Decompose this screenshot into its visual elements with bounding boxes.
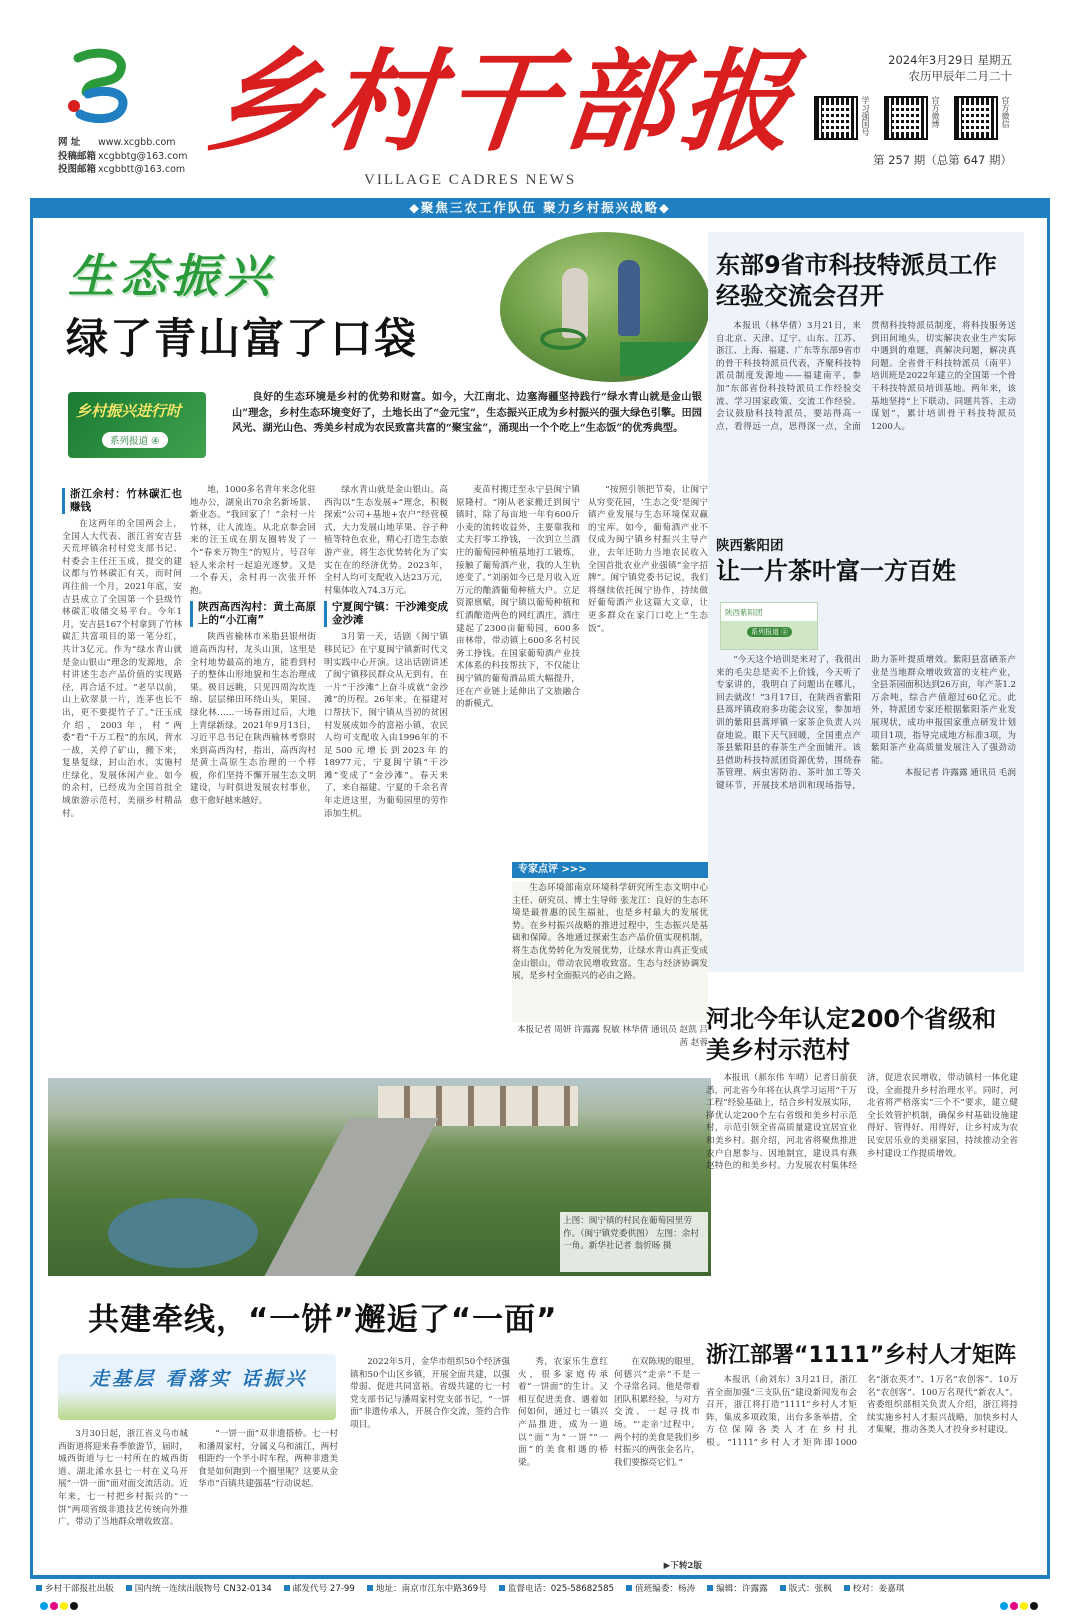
- submission-email-link[interactable]: xcgbbtg@163.com: [98, 150, 188, 162]
- story-text: “今天这个培训是来对了，我很出来的毛尖总是卖不上价钱，今天听了专家讲的，我明白了问题出在哪儿，回去就改！”3月17日，在陕西省紫阳县蒿坪镇政府多功能会议室，参加培训的紫阳县蒿坪镇一家茶企负责人兴奋地说。眼下天气回暖，全国重点产茶县紫阳县的春茶生产全面铺开。该县借助科技特派团资源优势，围绕春茶管理、病虫害防治、茶叶加工等关键环节，开展技术培训和现场指导，助力茶叶提质增效。紫阳县富硒茶产业是当地群众增收致富的支柱产业，全县茶园面积达到26万亩，年产茶1.2万余吨，综合产值超过60亿元。此外，特派团专家还根据紫阳茶产业发展现状，成功申报国家重点研发计划项目1项，指导完成地方标准3项，为紫阳茶产业高质量发展注入了强劲动能。: [716, 655, 1016, 791]
- lead-photo-vineyard: [500, 232, 710, 382]
- footer-cell: [493, 1582, 620, 1594]
- footer: [30, 1578, 1050, 1596]
- slogan-bar: ◆聚焦三农工作队伍 聚力乡村振兴战略◆: [30, 198, 1050, 218]
- website-link[interactable]: www.xcgbb.com: [98, 137, 176, 148]
- lead-column-4: [456, 484, 580, 858]
- photo-email-link[interactable]: xcgbbtt@163.com: [98, 164, 186, 175]
- tea-thumb-tag: 系列报道 ④: [747, 627, 792, 637]
- story-headline-tea[interactable]: 让一片茶叶富一方百姓: [716, 557, 956, 585]
- series-badge: [68, 392, 206, 458]
- footer-cell: [620, 1582, 701, 1594]
- column-text: 陕西省榆林市米脂县银州街道高西沟村，龙头山顶，这里是全村地势最高的地方，能看到村子的整体山形地貌和生态治理成果。极目远眺，只见四周沟坎连绵、层层梯田环绕山头，果园、绿化林……一场春雨过后，大地上青绿新绿。2021年9月13日，习近平总书记在陕西榆林考察时来到高西沟村，指出，高西沟村是黄土高原生态治理的一个样板，你们坚持不懈开展生态文明建设，与时俱进发展农村事业，愈干愈好越来越好。: [190, 632, 316, 807]
- photo-basket: [540, 328, 586, 350]
- lead-byline: 本报记者 周妍 许露露 倪敏 林华倩 通讯员 赵凯 吕茜 赵蓉: [517, 1025, 708, 1048]
- expert-comment-bar: 专家点评 >>>: [512, 862, 708, 878]
- column-text: 3月30日起，浙江省义乌市城西街道将迎来春季旅游节，届时，城西街道与七一村所在的城西街道、湖北浠水县七一村在义乌开展“一饼一面”面对面交流活动。近年来，七一村把乡村振兴的“一饼”两项省级非遗技艺传统向外推广，带动了当地群众增收致富。: [58, 1429, 188, 1528]
- square-bullet-icon: [284, 1585, 290, 1591]
- column-text: “按照引领把节奏，让闽宁从穷变花园，‘生态之变’是闽宁镇产业发展与生态环境保双赢的宝库。如今，葡萄酒产业不仅成为闽宁镇乡村振兴主导产业，去年还助力当地农民收入全国首批农业产业强镇“金字招牌”。闽宁镇党委书记说，我们将继续依托闽宁协作，持续做好葡萄酒产业这篇大文章，让更多群众在家门口吃上“生态饭”。: [588, 485, 708, 634]
- lead-intro-text: 良好的生态环境是乡村的优势和财富。如今，大江南北、边塞海疆坚持践行“绿水青山就是金山银山”理念，乡村生态环境变好了，土地长出了“金元宝”，生态振兴正成为乡村振兴的强大绿色引擎。田园风光、湖光山色、秀美乡村成为农民致富共富的“聚宝盆”，涌现出一个个吃上“生态饭”的优秀典型。: [232, 391, 702, 434]
- bottom-column-1: [58, 1428, 188, 1574]
- newspaper-logo-icon: [58, 48, 144, 128]
- lead-column-1: [62, 484, 182, 1068]
- expert-comment: [512, 882, 708, 1022]
- photo-road: [247, 1118, 438, 1276]
- contact-key: 投稿邮箱: [58, 150, 97, 162]
- footer-text: 邮发代号 27-99: [292, 1583, 355, 1594]
- qr-code-row: [814, 96, 1014, 142]
- bottom-column-5: [614, 1356, 700, 1560]
- footer-cell: [838, 1582, 911, 1594]
- story-byline: 本报记者 许露露 通讯员 毛润: [904, 768, 1016, 779]
- series-tag: 系列报道 ④: [102, 432, 168, 448]
- lead-column-3: [324, 484, 448, 1068]
- lead-column-2: [190, 484, 316, 1068]
- footer-text: 编辑：许露露: [716, 1583, 768, 1594]
- footer-cell: [361, 1582, 493, 1594]
- story-text: 本报讯（林华倩）3月21日，来自北京、天津、辽宁、山东、江苏、浙江、上海、福建、广东等东部9省市的骨干科技特派员代表，齐聚科技特派员制度发源地——福建南平，参加“东部省份科技特派员工作经验交流、学习国家政策、交流工作经验。会议鼓励科技特派员，要站得高一点，看得远一点，思得深一点，全面贯彻科技特派员制度，将科技服务送到田间地头，切实解决农业生产实际中遇到的难题，真解决问题，解决真问题。全省骨干科技特派员（南平）培训班是2022年建立的全国第一个骨干科技特派员培训基地。两年来，该基地坚持“上下联动、同题共答、主动谋划”，累计培训骨干科技特派员1200人。: [716, 321, 1016, 432]
- cyan-dot-icon: [1000, 1602, 1008, 1610]
- lead-column-5: [588, 484, 708, 858]
- registration-marks-right: [1000, 1602, 1038, 1610]
- tea-thumb-title: 陕西紫阳团: [725, 608, 763, 617]
- footer-cell: [774, 1582, 838, 1594]
- bottom-column-2: [198, 1428, 338, 1574]
- qr-xuexi[interactable]: [814, 96, 874, 142]
- contact-key: 网 址: [58, 137, 81, 148]
- square-bullet-icon: [499, 1585, 505, 1591]
- square-bullet-icon: [36, 1585, 42, 1591]
- footer-cell: [30, 1582, 120, 1594]
- story-headline-hebei[interactable]: 河北今年认定200个省级和美乡村示范村: [706, 1005, 997, 1064]
- story-zhejiang: [706, 1374, 1018, 1574]
- series-title: 乡村振兴进行时: [76, 402, 182, 420]
- story-tech-envoys: [716, 320, 1016, 520]
- story-headline-bing-mian[interactable]: 共建牵线，“一饼”邂逅了“一面”: [88, 1302, 558, 1338]
- contact-info: [58, 136, 187, 177]
- footer-text: 校对：姜嘉琪: [852, 1583, 905, 1594]
- yellow-dot-icon: [60, 1602, 68, 1610]
- column-badge-grassroots: [58, 1354, 336, 1420]
- qr-wechat[interactable]: [954, 96, 1014, 142]
- column-text: 在这两年的全国两会上，全国人大代表、浙江省安吉县天荒坪镇余村村党支部书记、村委会主任汪玉成，提交的建议都与竹林碳汇有关，而时间再往前一个月，2021年底，安吉县成立了全国第一个县级竹林碳汇收储交易平台。今年1月，安吉县167个村拿到了竹林碳汇共富项目的第一笔分红，共计3亿元。作为“绿水青山就是金山银山”理念的发源地，余村讲述生态产品价值的实现路径，再合适不过。“老早以前，山上砍翠景一片，连茅也长不出，更不要提竹子了。”汪玉成介绍，2003年，村“两委”看“千万工程”的东风，背水一战，关停了矿山，搬下来，复垦复绿，封山治水，实施村庄绿化，发展休闲产业。如今的余村，已经成为全国首批全域旅游示范村，美丽乡村精品村。: [62, 519, 182, 819]
- lead-kicker: 生态振兴: [68, 249, 276, 303]
- square-bullet-icon: [780, 1585, 786, 1591]
- lead-intro: [232, 390, 702, 437]
- continued-link[interactable]: ▶下转2版: [663, 1561, 702, 1571]
- photo-lake: [108, 1198, 258, 1268]
- story-hebei: [706, 1072, 1018, 1332]
- qr-label: 官方微博: [931, 96, 940, 128]
- qr-weibo[interactable]: [884, 96, 944, 142]
- square-bullet-icon: [707, 1585, 713, 1591]
- footer-cell: [278, 1582, 361, 1594]
- tea-thumbnail: [720, 602, 818, 650]
- qr-code-icon: [954, 96, 998, 140]
- photo-bin: [620, 342, 700, 376]
- story-headline-tech-envoys[interactable]: 东部9省市科技特派员工作经验交流会召开: [716, 251, 997, 310]
- subhead-minning: 宁夏闽宁镇：干沙滩变成金沙滩: [324, 601, 448, 627]
- footer-text: 地址：南京市江东中路369号: [375, 1583, 487, 1594]
- contact-key: 投图邮箱: [58, 164, 97, 175]
- column-text: “一饼一面”双非遗搭桥。七一村和潘周家村，分属义乌和浦江，两村相距约一个半小时车程，两种非遗美食是如何跑到一个圈里呢？这要从金华市“百镇共建强基”行动说起。: [198, 1429, 338, 1490]
- newspaper-title: 乡村干部报: [203, 37, 807, 166]
- qr-code-icon: [814, 96, 858, 140]
- column-text: 秀，农家乐生意红火，很多家庭传承着“一饼面”的生计。又相互促进美食、遇着如何如何，通过七一镇兴产品推进，成为一道以“面”为“一饼”“一面”的美食相遇的桥梁。: [518, 1357, 608, 1468]
- square-bullet-icon: [626, 1585, 632, 1591]
- issue-number: 第 257 期（总第 647 期）: [872, 153, 1012, 167]
- registration-marks-left: [40, 1602, 78, 1610]
- column-text: 3月第一天，话剧《闽宁镇移民记》在宁夏闽宁镇新时代文明实践中心开演。这出话剧讲述了闽宁镇移民群众从无到有，在一片“干沙滩”上奋斗成就“金沙滩”的历程。26年来，在福建对口帮扶下，闽宁镇从当初的贫困村发展成如今的富裕小镇，农民人均可支配收入由1996年的不足500元增长到2023年的18977元，宁夏闽宁镇“干沙滩”变成了“金沙滩”。春天来了，来自福建、宁夏的千余名青年走进这里，为葡萄园里的劳作添加生机。: [324, 632, 448, 819]
- publication-date: 2024年3月29日 星期五: [888, 53, 1012, 67]
- qr-label: 学习强国号: [861, 96, 870, 136]
- lunar-date: 农历甲辰年二月二十: [908, 69, 1012, 83]
- story-kicker-ziyang: 陕西紫阳团: [716, 538, 784, 554]
- magenta-dot-icon: [1010, 1602, 1018, 1610]
- column-text: 绿水青山就是金山银山。高西沟以“生态发展+”理念，积极探索“公司+基地+农户”经营模式，大力发展山地苹果、谷子种植等特色农业，精心打造生态旅游产业，将生态优势转化为了实实在在的经济优势。2023年，全村人均可支配收入达23万元，村集体收入74.3万元。: [324, 485, 448, 596]
- footer-cell: [120, 1582, 278, 1594]
- bottom-column-3: [350, 1356, 510, 1574]
- square-bullet-icon: [844, 1585, 850, 1591]
- subhead-gaoxigou: 陕西高西沟村：黄土高原上的“小江南”: [190, 601, 316, 627]
- column-text: 地，1000多名青年来念化驻地办公，湖泉出70余名新场景、新业态。“我回家了！”余村一片竹林，让人流连。从北京参会回来的汪玉成在朋友圈转发了一个“春来万物生”的短片，号召年轻人来余村一起追光逐梦。又是一个春天，余村再一次张开怀抱。: [190, 485, 316, 596]
- column-badge-title: 走基层 看落实 话振兴: [90, 1368, 308, 1390]
- column-text: 麦苗村搬迁至永宁县闽宁镇原隆村。“刚从老家搬迁到闽宁镇时，除了每亩地一年有600斤小麦的流转收益外，主要靠我和丈夫打零工挣钱，一次到立兰酒庄的葡萄园种植基地打工锻炼，接触了葡萄酒产业，我的人生轨迹变了。”刘丽如今已是月收入近万元的酿酒葡萄种植大户。立足资源禀赋，闽宁镇以葡萄种植和红酒酿造两色的网红酒庄，酒庄建起了2300亩葡萄园，600多亩林带，带动镇上600多名村民务工挣钱。在国家葡萄酒产业技术体系的科技帮扶下，不仅能让闽宁镇的葡萄酒品质大幅提升，还在产业链上延伸出了文旅融合的新模式。: [456, 485, 580, 710]
- footer-text: 乡村干部报社出版: [45, 1583, 114, 1594]
- cyan-dot-icon: [40, 1602, 48, 1610]
- story-headline-zhejiang[interactable]: 浙江部署“1111”乡村人才矩阵: [706, 1343, 1017, 1368]
- photo-person: [618, 260, 640, 336]
- bottom-column-4: [518, 1356, 608, 1574]
- story-text: 本报讯（俞刘东）3月21日，浙江省全面加强“三支队伍”建设新闻发布会召开，浙江将打造“1111”乡村人才矩阵，集成多项政策，出台多条举措，全方位保障各类人才在乡村扎根。“1111”乡村人才矩阵即1000名“浙农英才”、1万名“农创客”、10万名“农创客”、100万名现代“新农人”。省委组织部相关负责人介绍，浙江将持续实施乡村人才振兴战略，加快乡村人才集聚，推动各类人才投身乡村建设。: [706, 1375, 1018, 1448]
- qr-label: 官方微信: [1001, 96, 1010, 128]
- black-dot-icon: [1030, 1602, 1038, 1610]
- column-text: 在双陈规的眼里，何德兴“走亲”不是一个寻常名词。他是带着团队积累经验，与对方交流、一起寻找市场。“‘走亲’过程中，两个村的美食是我们乡村振兴的两张金名片，我们要擦亮它们。”: [614, 1357, 700, 1468]
- footer-text: 版式：张枫: [788, 1583, 832, 1594]
- black-dot-icon: [70, 1602, 78, 1610]
- newspaper-english-title: VILLAGE CADRES NEWS: [364, 172, 577, 188]
- qr-code-icon: [884, 96, 928, 140]
- subhead-yucun: 浙江余村：竹林碳汇也赚钱: [62, 488, 182, 514]
- footer-text: 国内统一连续出版物号 CN32-0134: [134, 1583, 272, 1594]
- photo-caption: 上图：闽宁镇的村民在葡萄园里劳作。（闽宁镇党委供图） 左图：余村一角。新华社记者 翁忻旸 摄: [560, 1212, 708, 1272]
- date-block: [888, 52, 1012, 84]
- magenta-dot-icon: [50, 1602, 58, 1610]
- story-tea: [716, 654, 1016, 954]
- footer-text: 监督电话：025-58682585: [507, 1583, 615, 1594]
- story-text: 本报讯（郝东伟 车晴）记者日前获悉，河北省今年将在认真学习运用“千万工程”经验基础上，结合乡村发展实际，择优认定200个左右省级和美乡村示范村，示范引领全省高质量建设宜居宜业和美乡村。据介绍，河北省将聚焦推进农户自愿参与、因地制宜，建设具有燕赵特色的和美乡村。力发展农村集体经济，促进农民增收，带动镇村一体化建设，全面提升乡村治理水平。同时，河北省将严格落实“三个不”要求，建立健全长效管护机制，确保乡村基础设施建得好、管得好、用得好，让乡村成为农民安居乐业的美丽家园，持续推动全省乡村建设工作提质增效。: [706, 1073, 1018, 1172]
- lead-headline[interactable]: 绿了青山富了口袋: [66, 314, 419, 363]
- footer-cell: [701, 1582, 774, 1594]
- masthead: [0, 0, 1080, 198]
- square-bullet-icon: [367, 1585, 373, 1591]
- yellow-dot-icon: [1020, 1602, 1028, 1610]
- expert-comment-text: 生态环境部南京环境科学研究所生态文明中心主任、研究员、博士生导师 张龙江：良好的生态环境是最普惠的民生福祉，也是乡村最大的发展优势。在乡村振兴战略的推进过程中，生态振兴是基础和保障。各地通过探索生态产品价值实现机制，将生态优势转化为发展优势，让绿水青山真正变成金山银山，带动农民增收致富。生态与经济协调发展，是乡村全面振兴的必由之路。: [512, 883, 708, 982]
- column-text: 2022年5月，金华市组织50个经济强镇和50个山区乡镇，开展全面共建，以强带弱、促进共同富裕。省级共建的七一村党支部书记与潘周家村党支部书记，“一饼面”非遗传承人，开展合作交流，签约合作项目。: [350, 1357, 510, 1430]
- square-bullet-icon: [126, 1585, 132, 1591]
- footer-text: 值班编委：杨涛: [635, 1583, 696, 1594]
